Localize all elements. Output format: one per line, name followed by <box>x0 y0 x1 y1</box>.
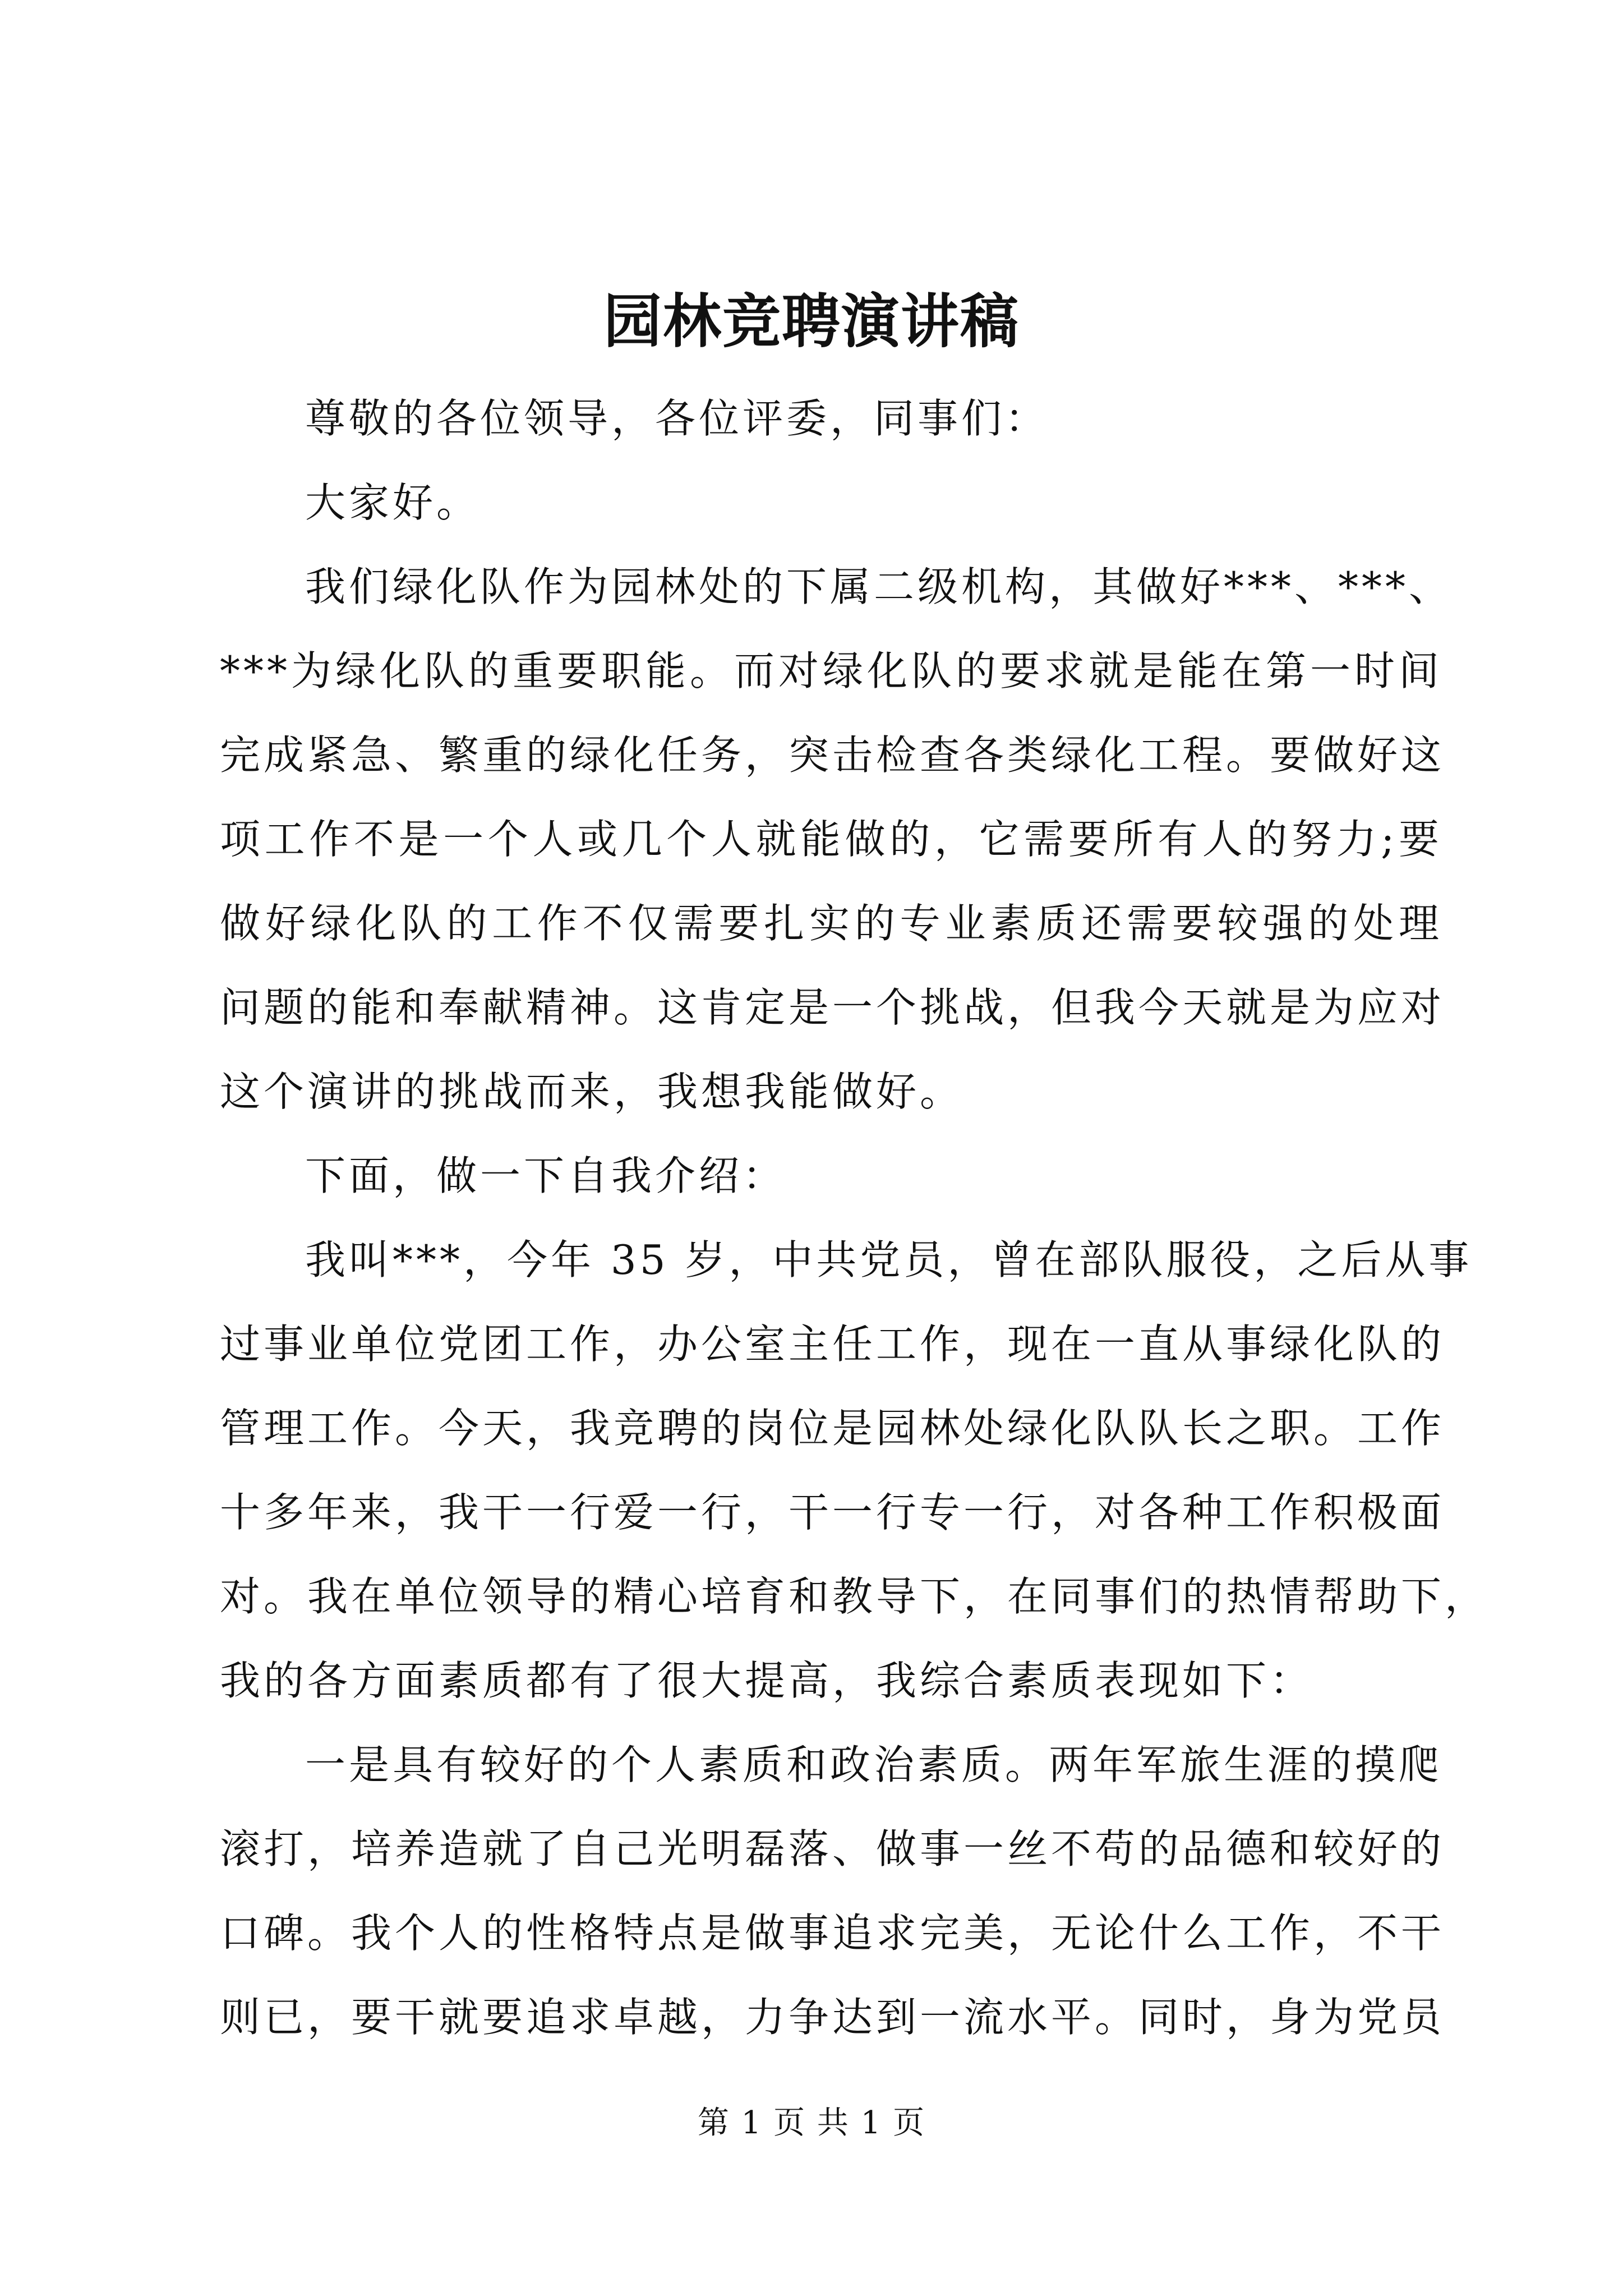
body-line: 我们绿化队作为园林处的下属二级机构，其做好***、***、 <box>305 563 1453 610</box>
body-line: 我叫***，今年 35 岁，中共党员，曾在部队服役，之后从事 <box>305 1236 1473 1283</box>
body-line: 做好绿化队的工作不仅需要扎实的专业素质还需要较强的处理 <box>220 900 1442 947</box>
salutation-line: 尊敬的各位领导，各位评委，同事们： <box>305 395 1049 442</box>
body-line: 这个演讲的挑战而来，我想我能做好。 <box>220 1068 964 1115</box>
body-line: ***为绿化队的重要职能。而对绿化队的要求就是能在第一时间 <box>220 647 1442 694</box>
body-line: 一是具有较好的个人素质和政治素质。两年军旅生涯的摸爬 <box>305 1741 1443 1788</box>
body-line: 问题的能和奉献精神。这肯定是一个挑战，但我今天就是为应对 <box>220 984 1445 1031</box>
body-line: 对。我在单位领导的精心培育和教导下，在同事们的热情帮助下， <box>220 1573 1489 1620</box>
body-line: 十多年来，我干一行爱一行，干一行专一行，对各种工作积极面 <box>220 1489 1445 1536</box>
section-intro-line: 下面，做一下自我介绍： <box>305 1152 787 1199</box>
body-line: 完成紧急、繁重的绿化任务，突击检查各类绿化工程。要做好这 <box>220 731 1445 779</box>
body-line: 口碑。我个人的性格特点是做事追求完美，无论什么工作，不干 <box>220 1910 1445 1957</box>
greeting-line: 大家好。 <box>305 479 481 526</box>
body-line: 我的各方面素质都有了很大提高，我综合素质表现如下： <box>220 1657 1314 1704</box>
page-footer: 第 1 页 共 1 页 <box>697 2105 926 2141</box>
body-line: 滚打，培养造就了自己光明磊落、做事一丝不苟的品德和较好的 <box>220 1825 1445 1872</box>
body-line: 管理工作。今天，我竞聘的岗位是园林处绿化队队长之职。工作 <box>220 1405 1445 1452</box>
body-line: 则已，要干就要追求卓越，力争达到一流水平。同时，身为党员 <box>220 1994 1445 2041</box>
body-line: 过事业单位党团工作，办公室主任工作，现在一直从事绿化队的 <box>220 1320 1445 1368</box>
document-title: 园林竞聘演讲稿 <box>603 287 1020 356</box>
body-line: 项工作不是一个人或几个人就能做的，它需要所有人的努力;要 <box>220 816 1442 863</box>
